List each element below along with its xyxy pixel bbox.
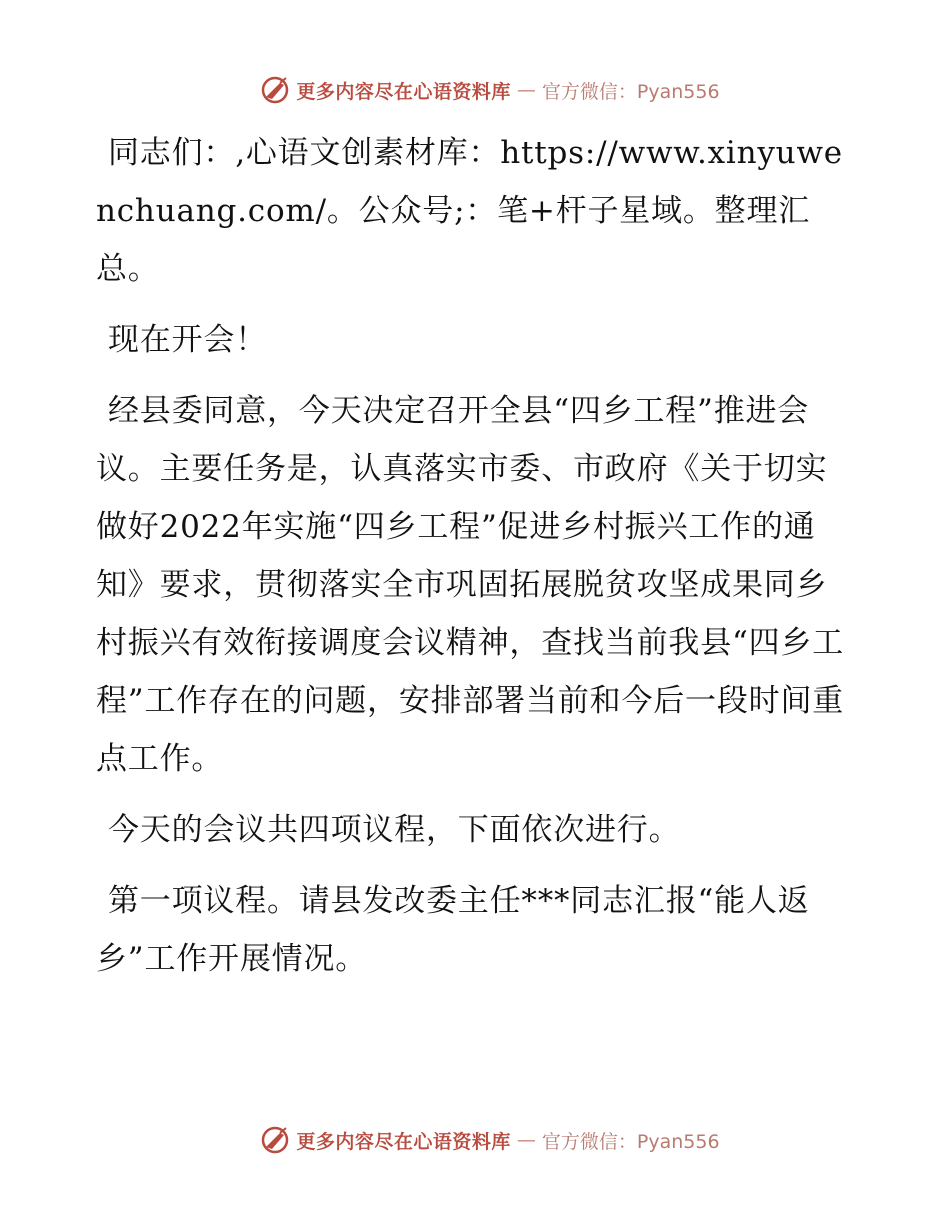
footer-banner (0, 1120, 950, 1160)
footer-banner-separator: — (516, 1129, 536, 1151)
header-banner-wechat: 官方微信：Pyan556 (541, 80, 720, 103)
header-banner-text: 更多内容尽在心语资料库 (296, 80, 511, 103)
header-banner (0, 70, 950, 110)
header-banner-separator: — (516, 79, 536, 101)
pen-logo-icon (260, 1125, 290, 1155)
paragraph-purpose: 经县委同意，今天决定召开全县“四乡工程”推进会议。主要任务是，认真落实市委、市政府《关于切实做好2022年实施“四乡工程”促进乡村振兴工作的通知》要求，贯彻落实全市巩固拓展脱贫攻坚成果同乡村振兴有效衔接调度会议精神，查找当前我县“四乡工程”工作存在的问题，安排部署当前和今后一段时间重点工作。 (96, 393, 845, 777)
footer-banner-text: 更多内容尽在心语资料库 (296, 1130, 511, 1153)
paragraph-agenda: 今天的会议共四项议程，下面依次进行。 (108, 812, 681, 848)
pen-logo-icon (260, 75, 290, 105)
paragraph-first-item: 第一项议程。请县发改委主任***同志汇报“能人返乡”工作开展情况。 (96, 883, 810, 977)
paragraph-open-meeting: 现在开会！ (108, 322, 267, 358)
footer-banner-wechat: 官方微信：Pyan556 (541, 1130, 720, 1153)
paragraph-greeting: 同志们：,心语文创素材库：https://www.xinyuwenchuang.com/。公众号;：笔+杆子星域。整理汇总。 (96, 135, 843, 287)
document-body (96, 124, 856, 1001)
